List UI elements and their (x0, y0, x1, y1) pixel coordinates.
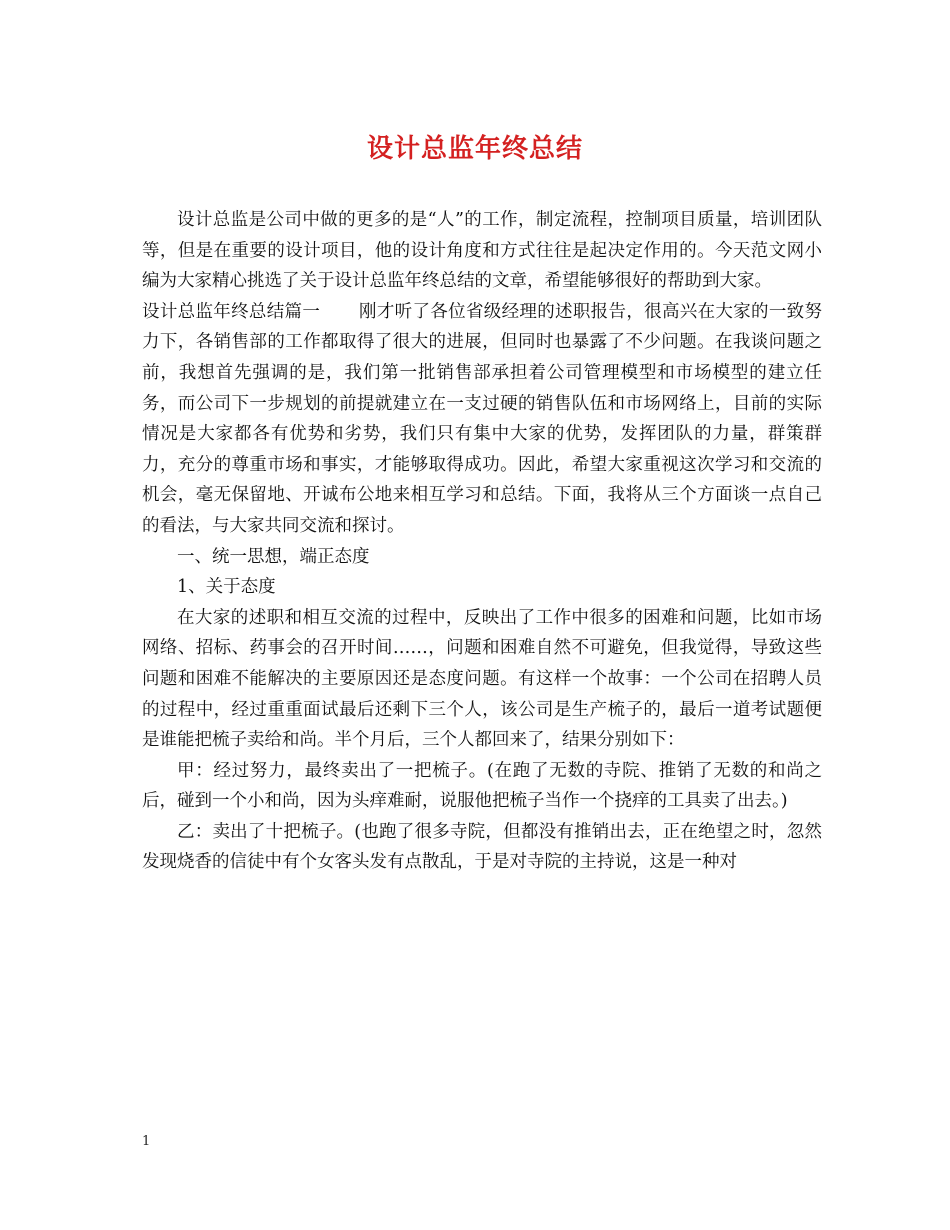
heading-about-attitude: 1、关于态度 (177, 577, 276, 598)
section-paragraph (142, 297, 822, 542)
intro-paragraph: 设计总监是公司中做的更多的是“人”的工作，制定流程，控制项目质量，培训团队等，但是在重要的设计项目，他的设计角度和方式往往是起决定作用的。今天范文网小编为大家精心挑选了关于设计总监年终总结的文章，希望能够很好的帮助到大家。 (142, 210, 822, 292)
attitude-paragraph: 在大家的述职和相互交流的过程中，反映出了工作中很多的困难和问题，比如市场网络、招标、药事会的召开时间……，问题和困难自然不可避免，但我觉得，导致这些问题和困难不能解决的主要原因还是态度问题。有这样一个故事：一个公司在招聘人员的过程中，经过重重面试最后还剩下三个人，该公司是生产梳子的，最后一道考试题便是谁能把梳子卖给和尚。半个月后，三个人都回来了，结果分别如下： (142, 607, 822, 751)
heading-unify-thinking: 一、统一思想，端正态度 (177, 546, 370, 567)
candidate-a-paragraph: 甲：经过努力，最终卖出了一把梳子。(在跑了无数的寺院、推销了无数的和尚之后，碰到一个小和尚，因为头痒难耐，说服他把梳子当作一个挠痒的工具卖了出去。) (142, 760, 822, 812)
page-number: 1 (142, 1134, 151, 1149)
candidate-b-paragraph: 乙：卖出了十把梳子。(也跑了很多寺院，但都没有推销出去，正在绝望之时，忽然发现烧香的信徒中有个女客头发有点散乱，于是对寺院的主持说，这是一种对 (142, 821, 822, 873)
section-body: 刚才听了各位省级经理的述职报告，很高兴在大家的一致努力下，各销售部的工作都取得了很大的进展，但同时也暴露了不少问题。在我谈问题之前，我想首先强调的是，我们第一批销售部承担着公司管理模型和市场模型的建立任务，而公司下一步规划的前提就建立在一支过硬的销售队伍和市场网络上，目前的实际情况是大家都各有优势和劣势，我们只有集中大家的优势，发挥团队的力量，群策群力，充分的尊重市场和事实，才能够取得成功。因此，希望大家重视这次学习和交流的机会，毫无保留地、开诚布公地来相互学习和总结。下面，我将从三个方面谈一点自己的看法，与大家共同交流和探讨。 (142, 301, 823, 536)
document-body (142, 205, 822, 878)
document-title: 设计总监年终总结 (366, 134, 583, 164)
section-heading: 设计总监年终总结篇一 (142, 301, 321, 322)
